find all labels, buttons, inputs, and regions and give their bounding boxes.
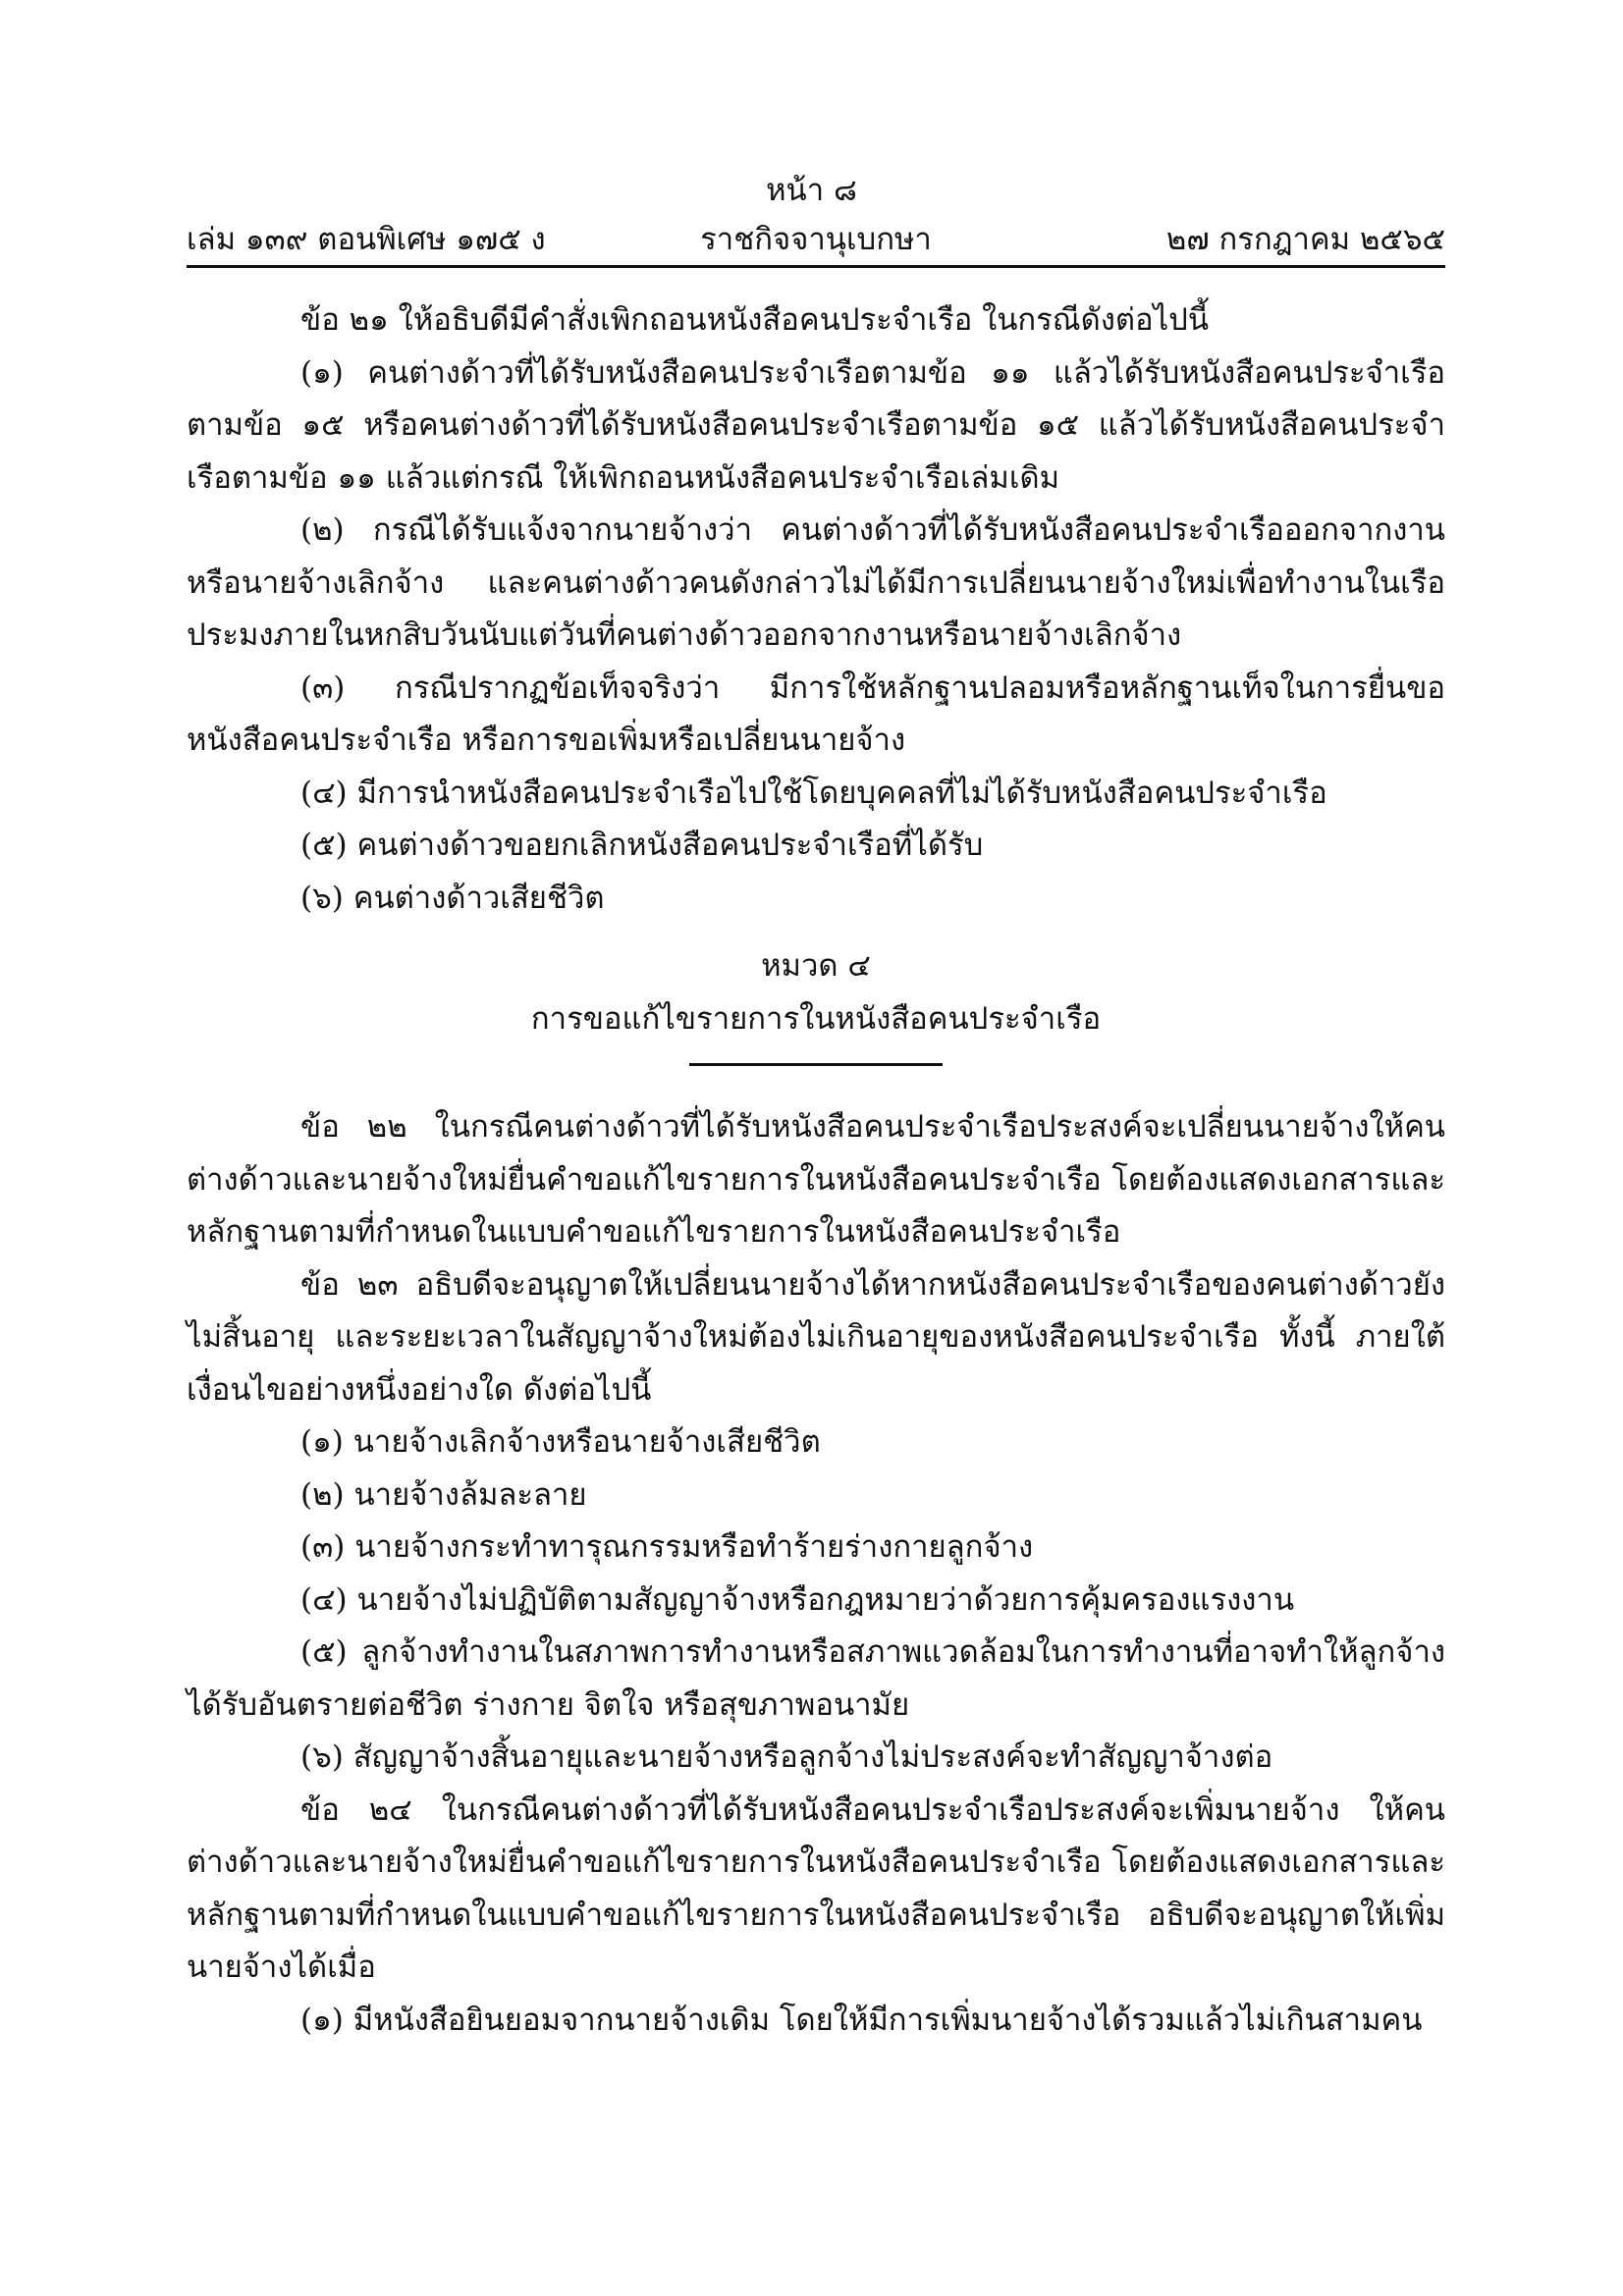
- clause-21-item-2: (๒) กรณีได้รับแจ้งจากนายจ้างว่า คนต่างด้าวที่ได้รับหนังสือคนประจำเรือออกจากงานหรือนายจ้างเลิกจ้าง และคนต่างด้าวคนดังกล่าวไม่ได้มีการเปลี่ยนนายจ้างใหม่เพื่อทำงานในเรือประมงภายในหกสิบวันนับแต่วันที่คนต่างด้าวออกจากงานหรือนายจ้างเลิกจ้าง: [187, 512, 1445, 653]
- section-divider: [689, 1063, 943, 1066]
- chapter-title: การขอแก้ไขรายการในหนังสือคนประจำเรือ: [530, 1000, 1102, 1037]
- volume-issue: เล่ม ๑๓๙ ตอนพิเศษ ๑๗๕ ง: [187, 222, 546, 257]
- chapter-number: หมวด ๔: [761, 948, 871, 984]
- clause-23-item-2: (๒) นายจ้างล้มละลาย: [300, 1476, 587, 1513]
- publication-date: ๒๗ กรกฎาคม ๒๕๖๕: [1165, 222, 1445, 257]
- clause-23: ข้อ ๒๓ อธิบดีจะอนุญาตให้เปลี่ยนนายจ้างได้หากหนังสือคนประจำเรือของคนต่างด้าวยังไม่สิ้นอายุ และระยะเวลาในสัญญาจ้างใหม่ต้องไม่เกินอายุของหนังสือคนประจำเรือ ทั้งนี้ ภายใต้เงื่อนไขอย่างหนึ่งอย่างใด ดังต่อไปนี้: [187, 1266, 1445, 1408]
- clause-23-item-4: (๔) นายจ้างไม่ปฏิบัติตามสัญญาจ้างหรือกฎหมายว่าด้วยการคุ้มครองแรงงาน: [300, 1581, 1295, 1618]
- clause-21-item-6: (๖) คนต่างด้าวเสียชีวิต: [300, 880, 605, 916]
- gazette-header: [187, 214, 1445, 259]
- clause-21-item-1: (๑) คนต่างด้าวที่ได้รับหนังสือคนประจำเรือตามข้อ ๑๑ แล้วได้รับหนังสือคนประจำเรือตามข้อ ๑๕ หรือคนต่างด้าวที่ได้รับหนังสือคนประจำเรือตามข้อ ๑๕ แล้วได้รับหนังสือคนประจำเรือตามข้อ ๑๑ แล้วแต่กรณี ให้เพิกถอนหนังสือคนประจำเรือเล่มเดิม: [187, 354, 1445, 496]
- clause-23-item-5: (๕) ลูกจ้างทำงานในสภาพการทำงานหรือสภาพแวดล้อมในการทำงานที่อาจทำให้ลูกจ้างได้รับอันตรายต่อชีวิต ร่างกาย จิตใจ หรือสุขภาพอนามัย: [187, 1634, 1445, 1723]
- clause-24: ข้อ ๒๔ ในกรณีคนต่างด้าวที่ได้รับหนังสือคนประจำเรือประสงค์จะเพิ่มนายจ้าง ให้คนต่างด้าวและนายจ้างใหม่ยื่นคำขอแก้ไขรายการในหนังสือคนประจำเรือ โดยต้องแสดงเอกสารและหลักฐานตามที่กำหนดในแบบคำขอแก้ไขรายการในหนังสือคนประจำเรือ อธิบดีจะอนุญาตให้เพิ่มนายจ้างได้เมื่อ: [187, 1791, 1445, 1985]
- clause-21-item-5: (๕) คนต่างด้าวขอยกเลิกหนังสือคนประจำเรือที่ได้รับ: [300, 828, 984, 863]
- header-divider: [187, 265, 1445, 268]
- gazette-title: ราชกิจจานุเบกษา: [700, 222, 932, 257]
- page-number: หน้า ๘: [766, 173, 857, 208]
- clause-21: ข้อ ๒๑ ให้อธิบดีมีคำสั่งเพิกถอนหนังสือคนประจำเรือ ในกรณีดังต่อไปนี้: [300, 302, 1210, 338]
- clause-24-item-1: (๑) มีหนังสือยินยอมจากนายจ้างเดิม โดยให้มีการเพิ่มนายจ้างได้รวมแล้วไม่เกินสามคน: [300, 2002, 1423, 2038]
- clause-23-item-1: (๑) นายจ้างเลิกจ้างหรือนายจ้างเสียชีวิต: [300, 1424, 821, 1460]
- document-body: [187, 294, 1445, 2047]
- clause-21-item-3: (๓) กรณีปรากฏข้อเท็จจริงว่า มีการใช้หลักฐานปลอมหรือหลักฐานเท็จในการยื่นขอหนังสือคนประจำเรือ หรือการขอเพิ่มหรือเปลี่ยนนายจ้าง: [187, 669, 1445, 758]
- clause-23-item-3: (๓) นายจ้างกระทำทารุณกรรมหรือทำร้ายร่างกายลูกจ้าง: [300, 1529, 1034, 1565]
- clause-22: ข้อ ๒๒ ในกรณีคนต่างด้าวที่ได้รับหนังสือคนประจำเรือประสงค์จะเปลี่ยนนายจ้างให้คนต่างด้าวและนายจ้างใหม่ยื่นคำขอแก้ไขรายการในหนังสือคนประจำเรือ โดยต้องแสดงเอกสารและหลักฐานตามที่กำหนดในแบบคำขอแก้ไขรายการในหนังสือคนประจำเรือ: [187, 1109, 1445, 1250]
- clause-23-item-6: (๖) สัญญาจ้างสิ้นอายุและนายจ้างหรือลูกจ้างไม่ประสงค์จะทำสัญญาจ้างต่อ: [300, 1739, 1273, 1775]
- clause-21-item-4: (๔) มีการนำหนังสือคนประจำเรือไปใช้โดยบุคคลที่ไม่ได้รับหนังสือคนประจำเรือ: [300, 774, 1327, 811]
